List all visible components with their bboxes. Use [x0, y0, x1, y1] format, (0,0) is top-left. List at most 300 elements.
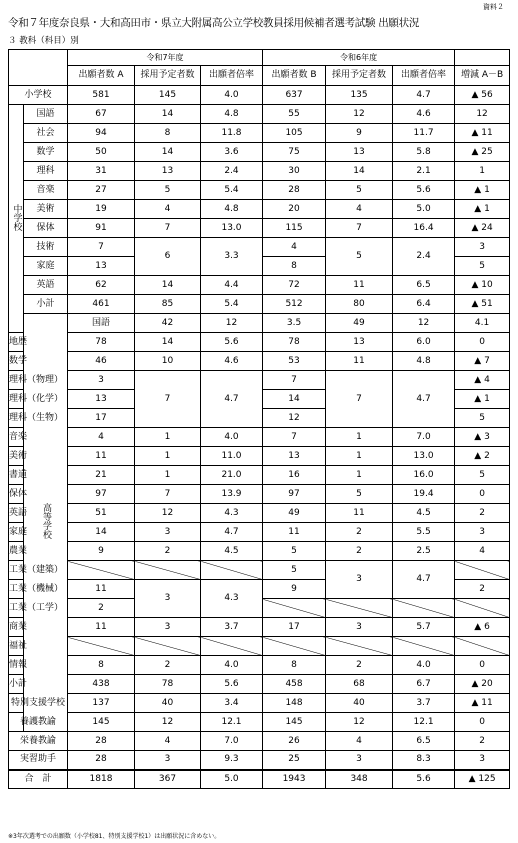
table-row: [9, 371, 510, 390]
cell-applicants-b: 12: [263, 409, 326, 428]
cell-ratio-a: 5.4: [201, 295, 263, 314]
cell-applicants-a: 3: [68, 371, 135, 390]
cell-planned-b-merged: 3: [326, 561, 393, 599]
cell-planned-a: 367: [135, 770, 201, 789]
cell-applicants-a: 97: [68, 485, 135, 504]
cell-planned-a: 7: [135, 219, 201, 238]
cell-planned-b: 9: [326, 124, 393, 143]
cell-applicants-a: 51: [68, 504, 135, 523]
cell-diff: ▲ 1: [455, 181, 510, 200]
table-row: [9, 694, 510, 713]
cell-ratio-a: 13.0: [201, 219, 263, 238]
group-label-text: 高等学校: [41, 503, 51, 539]
cell-applicants-b: 16: [263, 466, 326, 485]
cell-planned-b: 2: [326, 542, 393, 561]
cell-diff: ▲ 56: [455, 86, 510, 105]
table-row: [9, 637, 510, 656]
header-row-years: [9, 50, 510, 66]
header-r6: 令和6年度: [263, 50, 455, 66]
cell-planned-a: 14: [135, 105, 201, 124]
cell-diff: 2: [455, 504, 510, 523]
table-row: [9, 447, 510, 466]
cell-applicants-a: 50: [68, 143, 135, 162]
row-label: 理科（化学）: [9, 390, 24, 409]
cell-ratio-b: 11.7: [393, 124, 455, 143]
cell-ratio-b: 7.0: [393, 428, 455, 447]
header-ratio-b: 出願者倍率: [393, 66, 455, 86]
cell-applicants-a: 137: [68, 694, 135, 713]
cell-planned-b: 3: [326, 618, 393, 637]
row-label: 理科（物理）: [9, 371, 24, 390]
cell-planned-a: 3: [135, 751, 201, 770]
table-row: [9, 86, 510, 105]
row-label: 保体: [24, 219, 68, 238]
table-row: [9, 162, 510, 181]
cell-ratio-a: 3.6: [201, 143, 263, 162]
cell-diff: ▲ 20: [455, 675, 510, 694]
cell-applicants-b: 8: [263, 257, 326, 276]
cell-planned-b: 80: [326, 295, 393, 314]
header-diff-blank: [455, 50, 510, 66]
row-label: 工業（工学）: [9, 599, 24, 618]
cell-applicants-a: 94: [68, 124, 135, 143]
cell-planned-a: 1: [135, 466, 201, 485]
cell-planned-a: 78: [135, 675, 201, 694]
cell-diff: ▲ 24: [455, 219, 510, 238]
cell-diff: 2: [455, 580, 510, 599]
cell-diff: 3: [455, 523, 510, 542]
group-label-junior-high: [9, 105, 24, 333]
header-row-columns: [9, 66, 510, 86]
table-row: [9, 352, 510, 371]
header-applicants-a: 出願者数 A: [68, 66, 135, 86]
row-label: 理科: [24, 162, 68, 181]
cell-diff: ▲ 11: [455, 124, 510, 143]
cell-planned-a: 40: [135, 694, 201, 713]
table-row: [9, 124, 510, 143]
cell-applicants-b: 9: [263, 580, 326, 599]
cell-applicants-a: 4: [68, 428, 135, 447]
cell-ratio-a: 3.4: [201, 694, 263, 713]
table-row: [9, 656, 510, 675]
cell-ratio-a: 5.6: [201, 675, 263, 694]
cell-ratio-a: 11.8: [201, 124, 263, 143]
cell-planned-a: 4: [135, 732, 201, 751]
cell-ratio-b: 6.0: [393, 333, 455, 352]
cell-ratio-a: 5.0: [201, 770, 263, 789]
row-label: 書道: [9, 466, 24, 485]
table-row: [9, 713, 510, 732]
cell-ratio-a: 4.0: [201, 656, 263, 675]
cell-planned-a: 7: [135, 485, 201, 504]
cell-applicants-a: 1818: [68, 770, 135, 789]
table-row: [9, 143, 510, 162]
cell-diff: 3: [455, 751, 510, 770]
cell-empty-diagonal: [455, 561, 510, 580]
cell-planned-b: 13: [326, 333, 393, 352]
table-row: [9, 523, 510, 542]
table-row: [9, 542, 510, 561]
document-reference-label: 資料２: [483, 3, 504, 11]
page-title: 令和７年度奈良県・大和高田市・県立大附属高公立学校教員採用候補者選考試験 出願状況: [8, 17, 420, 29]
cell-applicants-b: 7: [263, 428, 326, 447]
table-row: [9, 751, 510, 770]
cell-ratio-a: 4.8: [201, 105, 263, 124]
table-row: [9, 238, 510, 257]
cell-planned-b: 3: [326, 751, 393, 770]
cell-ratio-b: 5.0: [393, 200, 455, 219]
cell-applicants-a: 17: [68, 409, 135, 428]
row-label: 英語: [9, 504, 24, 523]
cell-diff: 5: [455, 257, 510, 276]
cell-ratio-a: 4.6: [201, 352, 263, 371]
table-row: [9, 504, 510, 523]
cell-applicants-a: 8: [68, 656, 135, 675]
cell-planned-b: 1: [326, 428, 393, 447]
header-blank-cell: [9, 50, 68, 86]
row-label: 家庭: [9, 523, 24, 542]
cell-planned-a: 13: [135, 162, 201, 181]
row-label: 合 計: [9, 770, 68, 789]
cell-applicants-b: 49: [326, 314, 393, 333]
cell-ratio-a: 3.7: [201, 618, 263, 637]
row-label: 技術: [24, 238, 68, 257]
cell-ratio-a: 4.0: [201, 86, 263, 105]
header-planned-a: 採用予定者数: [135, 66, 201, 86]
table-row: [9, 276, 510, 295]
row-label: 工業（建築）: [9, 561, 24, 580]
cell-empty-diagonal: [326, 637, 393, 656]
cell-ratio-a: 2.4: [201, 162, 263, 181]
cell-planned-b-merged: 7: [326, 371, 393, 428]
cell-applicants-a: 13: [68, 257, 135, 276]
table-row: [9, 428, 510, 447]
cell-applicants-a: 91: [68, 219, 135, 238]
cell-applicants-b: 512: [263, 295, 326, 314]
cell-ratio-a: 5.4: [201, 181, 263, 200]
row-label: 養護教諭: [9, 713, 68, 732]
cell-diff: 0: [455, 333, 510, 352]
cell-applicants-b: 28: [263, 181, 326, 200]
cell-ratio-b: 2.1: [393, 162, 455, 181]
cell-planned-b: 135: [326, 86, 393, 105]
row-label: 美術: [24, 200, 68, 219]
row-label: 家庭: [24, 257, 68, 276]
cell-applicants-b: 72: [263, 276, 326, 295]
cell-diff: ▲ 11: [455, 694, 510, 713]
cell-applicants-a: 461: [68, 295, 135, 314]
cell-diff: ▲ 3: [455, 428, 510, 447]
cell-ratio-b: 5.6: [393, 181, 455, 200]
cell-applicants-b: 25: [263, 751, 326, 770]
cell-applicants-b: 17: [263, 618, 326, 637]
cell-applicants-b: 20: [263, 200, 326, 219]
cell-planned-a: 5: [135, 181, 201, 200]
cell-diff: ▲ 7: [455, 352, 510, 371]
cell-applicants-b: 115: [263, 219, 326, 238]
cell-ratio-b-merged: 4.7: [393, 561, 455, 599]
cell-applicants-b: 97: [263, 485, 326, 504]
cell-applicants-b: 55: [263, 105, 326, 124]
cell-applicants-b: 30: [263, 162, 326, 181]
cell-empty-diagonal: [455, 637, 510, 656]
cell-ratio-a-merged: 4.3: [201, 580, 263, 618]
cell-applicants-b: 75: [263, 143, 326, 162]
cell-empty-diagonal: [326, 599, 393, 618]
cell-applicants-a: 581: [68, 86, 135, 105]
cell-planned-a: 3: [135, 523, 201, 542]
cell-planned-b: 1: [326, 466, 393, 485]
cell-applicants-a: 62: [68, 276, 135, 295]
cell-ratio-a-merged: 4.7: [201, 371, 263, 428]
cell-applicants-a: 14: [68, 523, 135, 542]
cell-applicants-a: 7: [68, 238, 135, 257]
cell-empty-diagonal: [263, 637, 326, 656]
cell-applicants-a: 46: [68, 352, 135, 371]
cell-ratio-b-merged: 4.7: [393, 371, 455, 428]
cell-planned-a: 4: [135, 200, 201, 219]
cell-empty-diagonal: [135, 637, 201, 656]
cell-ratio-b: 5.7: [393, 618, 455, 637]
cell-applicants-b: 26: [263, 732, 326, 751]
cell-applicants-a: 11: [68, 580, 135, 599]
cell-applicants-b: 4: [263, 238, 326, 257]
cell-applicants-a: 21: [68, 466, 135, 485]
cell-applicants-b: 7: [263, 371, 326, 390]
cell-ratio-b: 4.5: [393, 504, 455, 523]
cell-ratio-b: 12.1: [393, 713, 455, 732]
cell-ratio-a: 9.3: [201, 751, 263, 770]
row-label: 理科（生物）: [9, 409, 24, 428]
cell-planned-b: 348: [326, 770, 393, 789]
cell-diff: 0: [455, 485, 510, 504]
cell-ratio-b: 5.5: [393, 523, 455, 542]
cell-diff: ▲ 4: [455, 371, 510, 390]
header-applicants-b: 出願者数 B: [263, 66, 326, 86]
cell-diff: ▲ 25: [455, 143, 510, 162]
cell-planned-a: 145: [135, 86, 201, 105]
table-row-subtotal: [9, 675, 510, 694]
table-row: [9, 732, 510, 751]
cell-ratio-a: 4.4: [201, 276, 263, 295]
cell-planned-b: 68: [326, 675, 393, 694]
row-label: 英語: [24, 276, 68, 295]
section-subtitle: ３ 教科（科目）別: [8, 36, 79, 46]
cell-ratio-b: 16.0: [393, 466, 455, 485]
cell-diff: 2: [455, 732, 510, 751]
cell-applicants-b: 5: [263, 561, 326, 580]
cell-applicants-a: 31: [68, 162, 135, 181]
cell-planned-b: 12: [326, 105, 393, 124]
cell-ratio-a: 3.5: [263, 314, 326, 333]
cell-empty-diagonal: [455, 599, 510, 618]
row-label: 社会: [24, 124, 68, 143]
table-row: [9, 314, 510, 333]
cell-ratio-b: 4.0: [393, 656, 455, 675]
cell-planned-a: 3: [135, 618, 201, 637]
cell-ratio-a: 4.3: [201, 504, 263, 523]
cell-planned-a: 14: [135, 143, 201, 162]
row-label: 農業: [9, 542, 24, 561]
cell-planned-a: 10: [135, 352, 201, 371]
cell-applicants-a: 28: [68, 751, 135, 770]
table-row: [9, 561, 510, 580]
cell-applicants-a: 11: [68, 618, 135, 637]
cell-planned-a-merged: 6: [135, 238, 201, 276]
cell-ratio-a: 4.8: [201, 200, 263, 219]
row-label: 国語: [24, 105, 68, 124]
cell-diff: ▲ 51: [455, 295, 510, 314]
table-row-total: [9, 770, 510, 789]
cell-planned-a: 12: [135, 713, 201, 732]
cell-ratio-a: 4.5: [201, 542, 263, 561]
cell-diff: 5: [455, 466, 510, 485]
cell-ratio-b: 5.6: [393, 770, 455, 789]
cell-planned-a: 1: [135, 447, 201, 466]
cell-ratio-a: 5.6: [201, 333, 263, 352]
cell-planned-b-merged: 5: [326, 238, 393, 276]
cell-empty-diagonal: [68, 637, 135, 656]
cell-ratio-b: 4.1: [455, 314, 510, 333]
cell-diff: 0: [455, 656, 510, 675]
cell-ratio-a-merged: 3.3: [201, 238, 263, 276]
row-label: 小計: [9, 675, 24, 694]
cell-applicants-b: 1943: [263, 770, 326, 789]
cell-ratio-a: 13.9: [201, 485, 263, 504]
cell-applicants-a: 13: [68, 390, 135, 409]
cell-ratio-b: 8.3: [393, 751, 455, 770]
cell-empty-diagonal: [68, 561, 135, 580]
cell-ratio-b: 16.4: [393, 219, 455, 238]
cell-applicants-a: 145: [68, 713, 135, 732]
cell-ratio-b: 6.5: [393, 276, 455, 295]
row-label: 数学: [9, 352, 24, 371]
table-row: [9, 200, 510, 219]
cell-ratio-a: 12.1: [201, 713, 263, 732]
cell-empty-diagonal: [263, 599, 326, 618]
cell-diff: 5: [455, 409, 510, 428]
cell-diff: ▲ 2: [455, 447, 510, 466]
header-r7: 令和7年度: [68, 50, 263, 66]
cell-ratio-a: 11.0: [201, 447, 263, 466]
cell-applicants-b: 49: [263, 504, 326, 523]
cell-planned-a: 2: [135, 656, 201, 675]
cell-diff: 4: [455, 542, 510, 561]
cell-planned-b: 5: [326, 181, 393, 200]
cell-planned-b: 14: [326, 162, 393, 181]
table-row: [9, 485, 510, 504]
table-row: [9, 105, 510, 124]
cell-applicants-b: 13: [263, 447, 326, 466]
cell-empty-diagonal: [201, 637, 263, 656]
row-label: 美術: [9, 447, 24, 466]
table-row: [9, 219, 510, 238]
table-row-subtotal: [9, 295, 510, 314]
cell-applicants-b: 637: [263, 86, 326, 105]
cell-planned-b: 11: [326, 276, 393, 295]
table-row: [9, 333, 510, 352]
cell-planned-b: 40: [326, 694, 393, 713]
cell-applicants-a: 11: [68, 447, 135, 466]
row-label: 商業: [9, 618, 24, 637]
cell-applicants-a: 9: [68, 542, 135, 561]
row-label: 地歴: [9, 333, 24, 352]
cell-applicants-b: 458: [263, 675, 326, 694]
cell-diff: 12: [455, 105, 510, 124]
cell-ratio-a: 21.0: [201, 466, 263, 485]
header-ratio-a: 出願者倍率: [201, 66, 263, 86]
cell-ratio-b: 19.4: [393, 485, 455, 504]
cell-ratio-b: 3.7: [393, 694, 455, 713]
row-label: 実習助手: [9, 751, 68, 770]
cell-planned-a: 85: [135, 295, 201, 314]
cell-planned-a: 2: [135, 542, 201, 561]
cell-ratio-b: 2.5: [393, 542, 455, 561]
cell-ratio-b: 6.7: [393, 675, 455, 694]
cell-planned-b: 7: [326, 219, 393, 238]
cell-planned-b: 11: [326, 352, 393, 371]
cell-ratio-b: 13.0: [393, 447, 455, 466]
cell-applicants-b: 145: [263, 713, 326, 732]
cell-applicants-b: 11: [263, 523, 326, 542]
cell-applicants-b: 14: [263, 390, 326, 409]
group-label-text: 中学校: [11, 203, 22, 231]
cell-empty-diagonal: [201, 561, 263, 580]
cell-planned-a-merged: 3: [135, 580, 201, 618]
cell-ratio-b: 4.7: [393, 86, 455, 105]
cell-planned-b: 2: [326, 523, 393, 542]
cell-empty-diagonal: [135, 561, 201, 580]
cell-planned-b: 4: [326, 732, 393, 751]
applications-table: [8, 49, 510, 789]
cell-applicants-a: 2: [68, 599, 135, 618]
cell-applicants-b: 148: [263, 694, 326, 713]
cell-applicants-b: 5: [263, 542, 326, 561]
cell-planned-b: 13: [326, 143, 393, 162]
cell-planned-b: 12: [326, 713, 393, 732]
cell-ratio-a: 4.7: [201, 523, 263, 542]
row-label: 小計: [24, 295, 68, 314]
cell-diff: ▲ 1: [455, 390, 510, 409]
table-row: [9, 618, 510, 637]
cell-planned-b: 1: [326, 447, 393, 466]
row-label: 工業（機械）: [9, 580, 24, 599]
row-label: 国語: [68, 314, 135, 333]
cell-applicants-a: 28: [68, 732, 135, 751]
cell-diff: ▲ 6: [455, 618, 510, 637]
cell-planned-b: 2: [326, 656, 393, 675]
cell-diff: ▲ 1: [455, 200, 510, 219]
cell-planned-a: 12: [201, 314, 263, 333]
cell-planned-a: 14: [135, 276, 201, 295]
cell-empty-diagonal: [393, 599, 455, 618]
cell-diff: ▲ 10: [455, 276, 510, 295]
cell-ratio-b: 6.5: [393, 732, 455, 751]
cell-applicants-b: 53: [263, 352, 326, 371]
footnote: ※3年次選考での出願数（小学校81、特別支援学校1）は出願状況に含めない。: [8, 833, 221, 840]
cell-applicants-b: 78: [263, 333, 326, 352]
cell-planned-a: 1: [135, 428, 201, 447]
row-label: 情報: [9, 656, 24, 675]
row-label: 音楽: [24, 181, 68, 200]
table-row: [9, 466, 510, 485]
cell-ratio-a: 4.0: [201, 428, 263, 447]
cell-applicants-a: 42: [135, 314, 201, 333]
row-label: 保体: [9, 485, 24, 504]
row-label: 音楽: [9, 428, 24, 447]
cell-applicants-a: 27: [68, 181, 135, 200]
cell-diff: 3: [455, 238, 510, 257]
